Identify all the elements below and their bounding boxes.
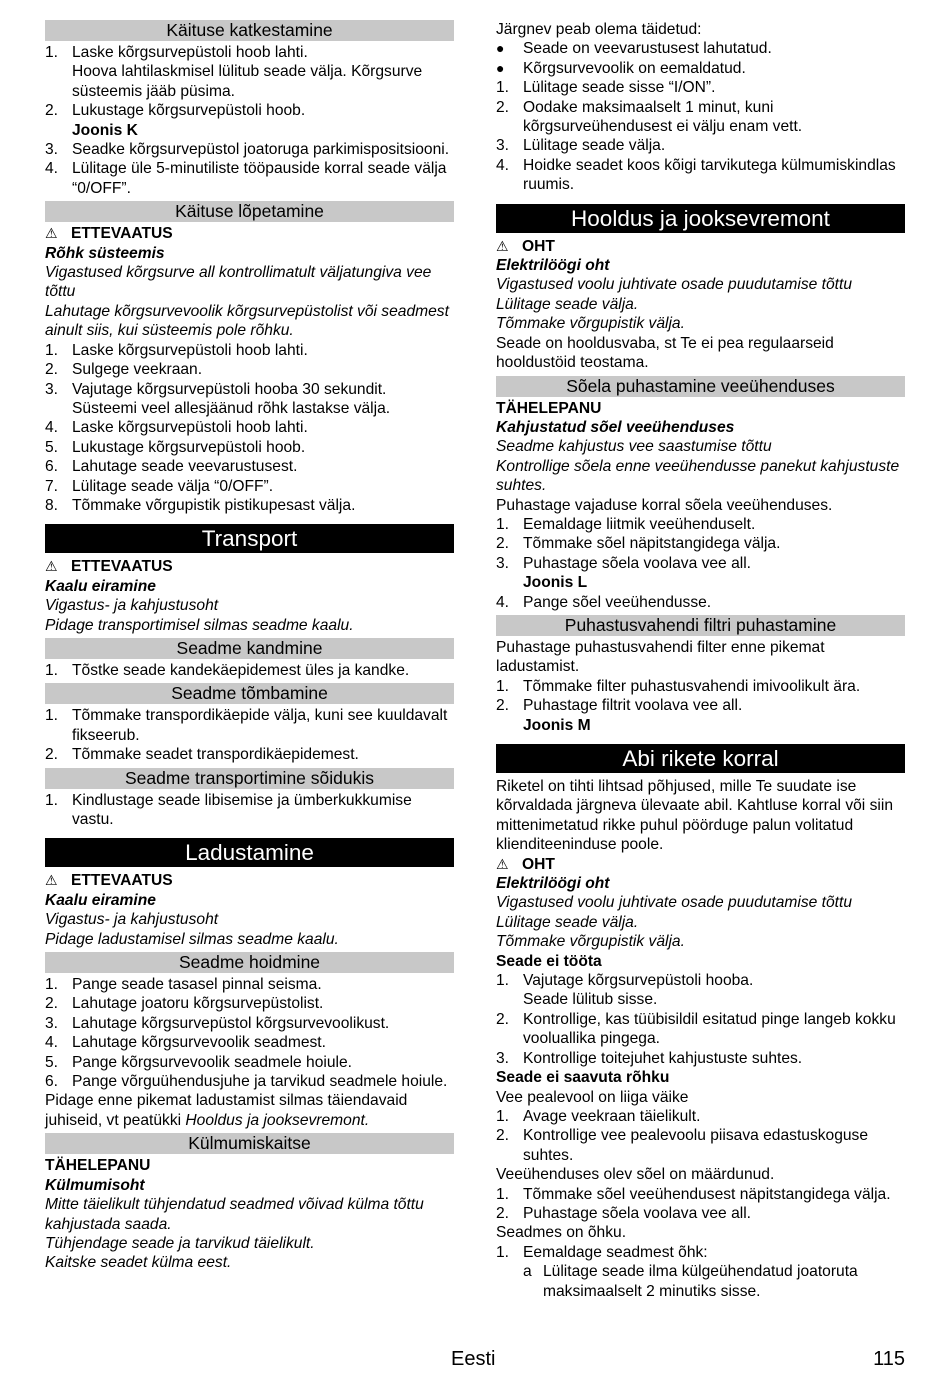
list-item: 5. Lukustage kõrgsurvepüstoli hoob. — [45, 438, 306, 456]
chapter-heading: Ladustamine — [45, 838, 454, 867]
list-item: 2. Sulgege veekraan. — [45, 361, 203, 379]
hazard-text: Lahutage kõrgsurvevoolik kõrgsurvepüstolist või seadmest ainult siis, kui süsteemis pole rõhku. — [45, 302, 449, 340]
warning-triangle-icon: ⚠ — [45, 558, 58, 575]
list-item: 2. Puhastage filtrit voolava vee all. Joonis M — [496, 697, 743, 734]
list-item: 1. Tõstke seade kandekäepidemest üles ja kandke. — [45, 661, 410, 679]
fault-heading: Seade ei saavuta rõhku — [496, 1069, 670, 1087]
list-item: 7. Lülitage seade välja “0/OFF”. — [45, 477, 274, 495]
section-heading: Seadme tõmbamine — [45, 683, 454, 704]
list-item: 1. Eemaldage seadmest õhk: — [496, 1243, 708, 1261]
right-column — [496, 20, 905, 1301]
hazard-title: Rõhk süsteemis — [45, 244, 165, 262]
list-item: 2. Lukustage kõrgsurvepüstoli hoob. Joonis K — [45, 102, 306, 139]
list-item: 5. Pange kõrgsurvevoolik seadmele hoiule. — [45, 1053, 352, 1071]
bullet-item: ● Kõrgsurvevoolik on eemaldatud. — [496, 59, 746, 77]
list-item: 1. Kindlustage seade libisemise ja ümberkukkumise vastu. — [45, 791, 412, 828]
section-heading: Puhastusvahendi filtri puhastamine — [496, 615, 905, 636]
list-item: 1. Tõmmake filter puhastusvahendi imivoolikult ära. — [496, 677, 861, 695]
hazard-text: Kontrollige sõela enne veeühendusse panekut kahjustuste suhtes. — [496, 457, 900, 495]
hazard-text: Tõmmake võrgupistik välja. — [496, 315, 685, 333]
list-item: 1. Laske kõrgsurvepüstoli hoob lahti. Hoova lahtilaskmisel lülitub seade välja. Kõrgsurve süsteemis jääb püsima. — [45, 44, 423, 100]
paragraph: Pidage enne pikemat ladustamist silmas täiendavaid juhiseid, vt peatükki Hooldus ja jooksevremont. — [45, 1092, 408, 1129]
fault-heading: Seade ei tööta — [496, 952, 602, 970]
hazard-text: Vigastus- ja kahjustusoht — [45, 597, 219, 615]
paragraph: Puhastage puhastusvahendi filter enne pikemat ladustamist. — [496, 638, 825, 676]
list-item: 4. Laske kõrgsurvepüstoli hoob lahti. — [45, 419, 308, 437]
warning-label: ⚠ OHT — [496, 855, 555, 873]
notice-label: TÄHELEPANU — [45, 1157, 151, 1175]
paragraph: Seade on hooldusvaba, st Te ei pea regulaarseid hooldustöid teostama. — [496, 334, 834, 372]
paragraph: Järgnev peab olema täidetud: — [496, 21, 702, 38]
list-item: 4. Lülitage üle 5-minutiliste tööpauside korral seade välja “0/OFF”. — [45, 160, 447, 197]
figure-ref: Joonis K — [72, 121, 138, 139]
warning-triangle-icon: ⚠ — [45, 872, 58, 889]
warning-triangle-icon: ⚠ — [496, 237, 509, 254]
hazard-text: Seadme kahjustus vee saastumise tõttu — [496, 438, 772, 456]
sub-list-item: a Lülitage seade ilma külgeühendatud joatoruta maksimaalselt 2 minutiks sisse. — [523, 1263, 858, 1300]
notice-label: TÄHELEPANU — [496, 399, 602, 417]
list-item: 2. Puhastage sõela voolava vee all. — [496, 1204, 751, 1222]
list-item: 4. Lahutage kõrgsurvevoolik seadmest. — [45, 1034, 326, 1052]
paragraph: Riketel on tihti lihtsad põhjused, mille Te suudate ise kõrvaldada järgneva ülevaate abil. Kahtluse korral või siin mittenimetatud rikke puhul pöörduge palun volitatud klienditeeninduse poole. — [496, 778, 894, 854]
warning-label: ⚠ OHT — [496, 237, 555, 255]
section-heading: Seadme hoidmine — [45, 952, 454, 973]
list-item: 8. Tõmmake võrgupistik pistikupesast välja. — [45, 496, 356, 514]
list-item: 2. Oodake maksimaalselt 1 minut, kuni kõrgsurveühendusest ei välju enam vett. — [496, 98, 803, 136]
list-item: 1. Tõmmake transpordikäepide välja, kuni see kuuldavalt fikseerub. — [45, 707, 448, 744]
section-heading: Seadme kandmine — [45, 638, 454, 659]
chapter-heading: Transport — [45, 524, 454, 553]
hazard-text: Lülitage seade välja. — [496, 295, 639, 313]
section-heading: Käituse katkestamine — [45, 20, 454, 41]
section-heading: Külmumiskaitse — [45, 1133, 454, 1154]
bullet-item: ● Seade on veevarustusest lahutatud. — [496, 40, 772, 58]
list-item: 3. Kontrollige toitejuhet kahjustuste suhtes. — [496, 1049, 803, 1067]
warning-label: ⚠ ETTEVAATUS — [45, 225, 173, 243]
list-item: 3. Lülitage seade välja. — [496, 137, 666, 155]
list-item: 3. Lahutage kõrgsurvepüstol kõrgsurvevoolikust. — [45, 1014, 390, 1032]
hazard-text: Lülitage seade välja. — [496, 913, 639, 931]
hazard-text: Vigastus- ja kahjustusoht — [45, 911, 219, 929]
list-item: 1. Avage veekraan täielikult. — [496, 1107, 701, 1125]
list-item: 1. Vajutage kõrgsurvepüstoli hooba. Seade lülitub sisse. — [496, 972, 754, 1009]
hazard-title: Kaalu eiramine — [45, 577, 156, 595]
hazard-text: Vigastused voolu juhtivate osade puudutamise tõttu — [496, 276, 853, 294]
list-item: 2. Tõmmake seadet transpordikäepidemest. — [45, 746, 359, 764]
list-item: 1. Tõmmake sõel veeühendusest näpitstangidega välja. — [496, 1185, 891, 1203]
hazard-text: Pidage transportimisel silmas seadme kaalu. — [45, 616, 354, 634]
list-item: 2. Lahutage joatoru kõrgsurvepüstolist. — [45, 995, 324, 1013]
hazard-title: Kahjustatud sõel veeühenduses — [496, 418, 735, 436]
hazard-text: Tõmmake võrgupistik välja. — [496, 933, 685, 951]
hazard-text: Vigastused kõrgsurve all kontrollimatult väljatungiva vee tõttu — [45, 264, 432, 301]
list-item: 3. Vajutage kõrgsurvepüstoli hooba 30 sekundit. Süsteemi veel allesjäänud rõhk lastakse välja. — [45, 380, 391, 417]
hazard-text: Vigastused voolu juhtivate osade puudutamise tõttu — [496, 894, 853, 912]
list-item: 1. Lülitage seade sisse “I/ON”. — [496, 79, 716, 97]
warning-triangle-icon: ⚠ — [45, 225, 58, 242]
paragraph: Seadmes on õhku. — [496, 1224, 627, 1242]
hazard-text: Mitte täielikult tühjendatud seadmed võivad külma tõttu kahjustada saada. — [45, 1196, 424, 1233]
list-item: 3. Seadke kõrgsurvepüstol joatoruga parkimispositsiooni. — [45, 141, 450, 159]
chapter-heading: Hooldus ja jooksevremont — [496, 204, 905, 233]
numbered-list — [45, 341, 454, 516]
hazard-title: Elektrilöögi oht — [496, 257, 610, 275]
left-column — [45, 20, 454, 1273]
footer-language: Eesti — [451, 1348, 496, 1370]
figure-ref: Joonis L — [523, 574, 588, 592]
list-item: 1. Eemaldage liitmik veeühenduselt. — [496, 515, 756, 533]
page-number: 115 — [873, 1348, 905, 1370]
list-item: 3. Puhastage sõela voolava vee all. Joonis L — [496, 554, 751, 592]
list-item: 2. Kontrollige vee pealevoolu piisava edastuskoguse suhtes. — [496, 1127, 869, 1164]
section-heading: Käituse lõpetamine — [45, 201, 454, 222]
figure-ref: Joonis M — [523, 716, 591, 734]
list-item: 1. Laske kõrgsurvepüstoli hoob lahti. — [45, 341, 308, 359]
hazard-text: Pidage ladustamisel silmas seadme kaalu. — [45, 930, 339, 948]
list-item: 4. Pange sõel veeühendusse. — [496, 593, 712, 611]
section-heading: Sõela puhastamine veeühenduses — [496, 376, 905, 397]
warning-label: ⚠ ETTEVAATUS — [45, 872, 173, 890]
hazard-text: Tühjendage seade ja tarvikud täielikult. — [45, 1234, 315, 1252]
hazard-title: Külmumisoht — [45, 1176, 145, 1194]
warning-triangle-icon: ⚠ — [496, 855, 509, 872]
list-item: 6. Lahutage seade veevarustusest. — [45, 458, 298, 476]
paragraph: Puhastage vajaduse korral sõela veeühenduses. — [496, 496, 833, 514]
paragraph: Vee pealevool on liiga väike — [496, 1088, 689, 1106]
hazard-text: Kaitske seadet külma eest. — [45, 1254, 232, 1272]
chapter-heading: Abi rikete korral — [496, 744, 905, 773]
warning-label: ⚠ ETTEVAATUS — [45, 558, 173, 576]
list-item: 4. Hoidke seadet koos kõigi tarvikutega külmumiskindlas ruumis. — [496, 156, 896, 194]
list-item: 1. Pange seade tasasel pinnal seisma. — [45, 976, 322, 994]
list-item: 2. Kontrollige, kas tüübisildil esitatud pinge langeb kokku vooluallika pingega. — [496, 1010, 896, 1048]
list-item: 2. Tõmmake sõel näpitstangidega välja. — [496, 535, 781, 553]
numbered-list — [45, 43, 454, 198]
hazard-title: Kaalu eiramine — [45, 891, 156, 909]
hazard-title: Elektrilöögi oht — [496, 875, 610, 893]
paragraph: Veeühenduses olev sõel on määrdunud. — [496, 1166, 775, 1184]
list-item: 6. Pange võrguühendusjuhe ja tarvikud seadmele hoiule. — [45, 1073, 448, 1091]
section-heading: Seadme transportimine sõidukis — [45, 768, 454, 789]
